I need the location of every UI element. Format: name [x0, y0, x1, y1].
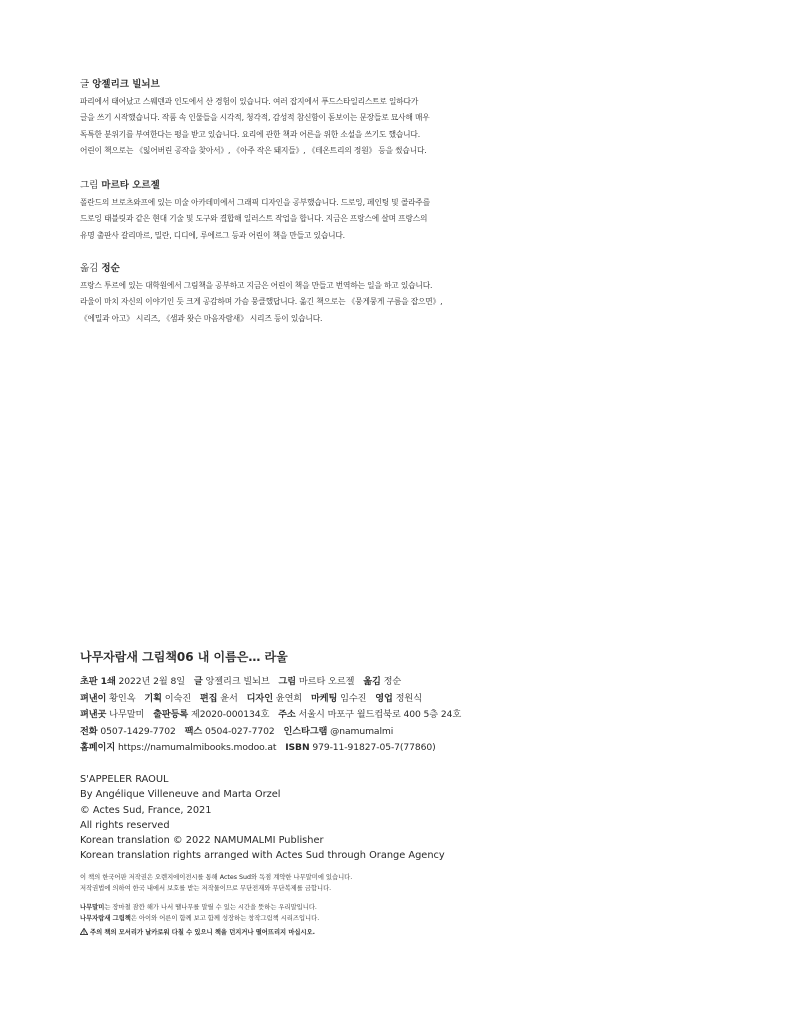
credit-label: ISBN [285, 742, 310, 753]
warning-text: 주의 책의 모서리가 날카로워 다칠 수 있으니 책을 던지거나 떨어뜨리지 마십시오. [90, 929, 316, 936]
credit-label: 팩스 [184, 725, 203, 737]
credit-value: 0507-1429-7702 [100, 725, 176, 737]
credit-value: 정원식 [395, 692, 422, 704]
brand-notice [80, 903, 352, 914]
credit-label: 홈페이지 [80, 742, 116, 753]
book-title: 나무자람새 그림책06 내 이름은… 라울 [80, 650, 288, 664]
english-rights-block [80, 772, 445, 864]
illustrator-role: 그림 [80, 180, 99, 191]
credit-value: 이숙진 [164, 692, 192, 704]
series-name: 나무자람새 그림책 [80, 914, 131, 922]
credit-value: 윤연희 [275, 692, 303, 704]
original-authors: By Angélique Villeneuve and Marta Orzel [80, 789, 281, 801]
credit-label: 편집 [199, 692, 218, 704]
original-copyright: © Actes Sud, France, 2021 [80, 804, 212, 816]
translator-bio [80, 262, 500, 327]
copyright-notice: 이 책의 한국어판 저작권은 오렌지에이전시를 통해 Actes Sud와 독점 계약한 나무말미에 있습니다. [80, 874, 353, 881]
author-role: 글 [80, 79, 90, 90]
illustrator-bio-line: 유명 출판사 갈리마르, 밀란, 디디에, 루에르그 등과 어린이 책을 만들고 있습니다. [80, 230, 345, 240]
author-name: 앙젤리크 빌뇌브 [92, 79, 160, 90]
safety-warning [80, 928, 352, 940]
credit-value: 앙젤리크 빌뇌브 [205, 676, 270, 687]
copyright-notice: 저작권법에 의하여 한국 내에서 보호를 받는 저작물이므로 무단전재와 무단복제를 금합니다. [80, 884, 332, 892]
illustrator-bio-line: 드로잉 태블릿과 같은 현대 기술 및 도구와 결합해 일러스트 작업을 합니다. 지금은 프랑스에 살며 프랑스의 [80, 214, 428, 224]
credit-label: 영업 [375, 692, 393, 704]
credit-value: 황인옥 [109, 692, 136, 704]
credit-label: 전화 [80, 725, 98, 737]
translator-heading [80, 262, 500, 275]
author-heading [80, 78, 500, 91]
colophon [80, 648, 720, 757]
credit-line-contact [80, 724, 720, 741]
credit-label: 옮김 [363, 676, 381, 687]
credit-value: 나무말미 [109, 709, 145, 720]
translator-role: 옮김 [80, 263, 99, 274]
homepage-url: https://namumalmibooks.modoo.at [117, 742, 277, 753]
translator-bio-line: 라울이 마치 자신의 이야기인 듯 크게 공감하며 가슴 뭉클했답니다. 옮긴 책으로는 《뭉게뭉게 구름을 잡으면》, [80, 297, 443, 307]
credit-value: 윤서 [220, 692, 238, 704]
original-title: S'APPELER RAOUL [80, 774, 169, 785]
credit-value: 2022년 2월 8일 [118, 676, 185, 687]
illustrator-heading [80, 179, 500, 192]
credit-label: 디자인 [246, 692, 273, 704]
credit-label: 초판 1쇄 [80, 676, 116, 687]
credit-line-edition [80, 674, 720, 691]
rights-reserved: All rights reserved [80, 819, 170, 831]
credit-label: 출판등록 [153, 709, 189, 720]
notice-block [80, 873, 352, 940]
translator-name: 정순 [101, 263, 120, 274]
illustrator-bio-line: 폴란드의 브로츠와프에 있는 미술 아카데미에서 그래픽 디자인을 공부했습니다. 드로잉, 페인팅 및 콜라주를 [80, 198, 430, 207]
translator-bio-line: 《에밀과 아고》 시리즈, 《샘과 왓슨 마음자람새》 시리즈 등이 있습니다. [80, 313, 323, 323]
credit-line-publisher [80, 707, 720, 724]
credit-label: 글 [193, 676, 203, 687]
author-bio-line: 파리에서 태어났고 스웨덴과 인도에서 산 경험이 있습니다. 여러 잡지에서 푸드스타일리스트로 일하다가 [80, 97, 419, 106]
credit-value: 정순 [383, 676, 402, 687]
credit-value: 마르타 오르젤 [298, 676, 355, 687]
author-bio [80, 78, 500, 159]
korean-translation-copyright: Korean translation © 2022 NAMUMALMI Publisher [80, 835, 324, 847]
credit-label: 펴낸이 [80, 692, 107, 704]
author-bio-line: 독특한 분위기를 부여한다는 평을 받고 있습니다. 요리에 관한 책과 어른을 위한 소설을 쓰기도 했습니다. [80, 129, 421, 139]
credit-label: 그림 [278, 676, 297, 687]
credit-label: 펴낸곳 [80, 709, 107, 720]
author-bio-line: 어린이 책으로는 《잃어버린 공작을 찾아서》, 《아주 작은 돼지들》, 《테온트리의 정원》 등을 썼습니다. [80, 145, 427, 155]
credit-value: 0504-027-7702 [204, 725, 275, 737]
credit-label: 주소 [278, 709, 296, 720]
translator-bio-line: 프랑스 투르에 있는 대학원에서 그림책을 공부하고 지금은 어린이 책을 만들고 번역하는 일을 하고 있습니다. [80, 281, 433, 290]
brand-description: 는 장마철 잠깐 해가 나서 땔나무를 말릴 수 있는 시간을 뜻하는 우리말입니다. [104, 904, 317, 911]
credit-label: 인스타그램 [283, 725, 328, 737]
brand-name: 나무말미 [80, 904, 105, 911]
isbn-value: 979-11-91827-05-7(77860) [312, 742, 436, 753]
author-bio-line: 글을 쓰기 시작했습니다. 작품 속 인물들을 시각적, 청각적, 감성적 참신함이 돋보이는 문장들로 묘사해 매우 [80, 113, 430, 123]
credit-value: 제2020-000134호 [191, 709, 270, 720]
warning-triangle-icon [80, 928, 88, 940]
credit-label: 기획 [144, 692, 162, 704]
credit-line-web [80, 740, 720, 757]
credit-line-staff [80, 691, 720, 708]
credit-value: 서울시 마포구 월드컵북로 400 5층 24호 [298, 709, 462, 720]
credit-label: 마케팅 [310, 692, 338, 704]
series-description: 은 아이와 어른이 함께 보고 함께 성장하는 창작그림책 시리즈입니다. [130, 914, 320, 922]
credit-value: @namumalmi [330, 725, 394, 737]
brand-notice [80, 914, 352, 925]
credit-value: 임수진 [340, 692, 367, 704]
illustrator-bio [80, 179, 500, 244]
illustrator-name: 마르타 오르젤 [101, 180, 160, 191]
translation-rights: Korean translation rights arranged with Actes Sud through Orange Agency [80, 850, 445, 862]
